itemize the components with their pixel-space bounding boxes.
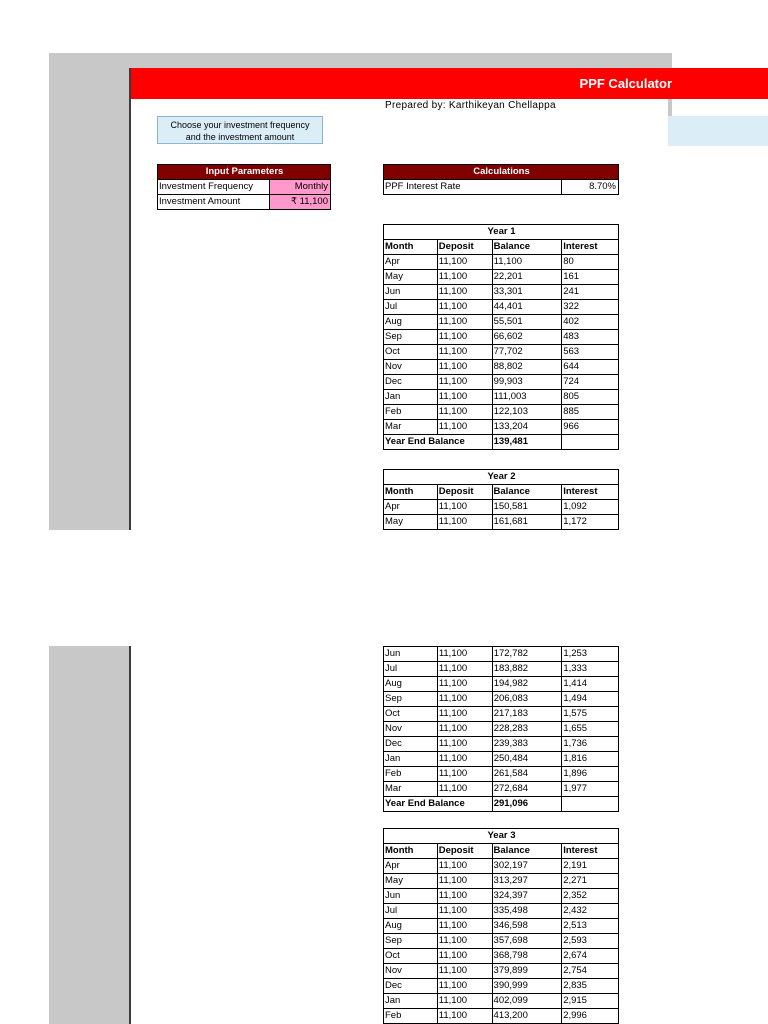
col-balance: Balance xyxy=(492,240,562,255)
table-row xyxy=(384,919,619,934)
table-row xyxy=(384,1009,619,1024)
month-cell: Aug xyxy=(384,315,438,330)
balance-cell: 250,484 xyxy=(492,752,562,767)
deposit-cell: 11,100 xyxy=(437,859,492,874)
balance-cell: 172,782 xyxy=(492,647,562,662)
year-end-balance: 291,096 xyxy=(492,797,562,812)
deposit-cell: 11,100 xyxy=(437,360,492,375)
interest-cell: 644 xyxy=(562,360,619,375)
month-cell: Apr xyxy=(384,859,438,874)
col-deposit: Deposit xyxy=(437,240,492,255)
interest-cell: 1,736 xyxy=(562,737,619,752)
interest-cell: 2,835 xyxy=(562,979,619,994)
interest-cell: 1,977 xyxy=(562,782,619,797)
table-row xyxy=(384,782,619,797)
deposit-cell: 11,100 xyxy=(437,647,492,662)
month-cell: Jun xyxy=(384,647,438,662)
deposit-cell: 11,100 xyxy=(437,285,492,300)
year-end-label: Year End Balance xyxy=(384,435,493,450)
table-row xyxy=(384,767,619,782)
table-row xyxy=(384,859,619,874)
interest-cell: 2,432 xyxy=(562,904,619,919)
balance-cell: 346,598 xyxy=(492,919,562,934)
table-row xyxy=(384,964,619,979)
balance-cell: 88,802 xyxy=(492,360,562,375)
col-month: Month xyxy=(384,485,438,500)
balance-cell: 324,397 xyxy=(492,889,562,904)
deposit-cell: 11,100 xyxy=(437,515,492,530)
balance-cell: 261,584 xyxy=(492,767,562,782)
table-row xyxy=(384,979,619,994)
calculations-table xyxy=(383,164,619,195)
balance-cell: 66,602 xyxy=(492,330,562,345)
col-balance: Balance xyxy=(492,485,562,500)
deposit-cell: 11,100 xyxy=(437,692,492,707)
month-cell: May xyxy=(384,270,438,285)
deposit-cell: 11,100 xyxy=(437,722,492,737)
table-row xyxy=(384,692,619,707)
frequency-label: Investment Frequency xyxy=(158,180,270,195)
deposit-cell: 11,100 xyxy=(437,330,492,345)
deposit-cell: 11,100 xyxy=(437,677,492,692)
table-row xyxy=(384,255,619,270)
table-row xyxy=(384,330,619,345)
balance-cell: 161,681 xyxy=(492,515,562,530)
deposit-cell: 11,100 xyxy=(437,375,492,390)
deposit-cell: 11,100 xyxy=(437,994,492,1009)
deposit-cell: 11,100 xyxy=(437,964,492,979)
interest-cell: 1,172 xyxy=(562,515,619,530)
balance-cell: 22,201 xyxy=(492,270,562,285)
table-header-row xyxy=(384,240,619,255)
deposit-cell: 11,100 xyxy=(437,1009,492,1024)
col-balance: Balance xyxy=(492,844,562,859)
side-highlight xyxy=(668,116,768,146)
table-row xyxy=(384,270,619,285)
table-row xyxy=(384,994,619,1009)
month-cell: Apr xyxy=(384,255,438,270)
empty-cell xyxy=(562,797,619,812)
col-month: Month xyxy=(384,240,438,255)
interest-rate-label: PPF Interest Rate xyxy=(384,180,562,195)
month-cell: Jun xyxy=(384,285,438,300)
table-row xyxy=(384,904,619,919)
table-row xyxy=(384,677,619,692)
deposit-cell: 11,100 xyxy=(437,919,492,934)
balance-cell: 239,383 xyxy=(492,737,562,752)
month-cell: Nov xyxy=(384,360,438,375)
month-cell: Dec xyxy=(384,375,438,390)
table-row xyxy=(384,647,619,662)
deposit-cell: 11,100 xyxy=(437,889,492,904)
month-cell: Mar xyxy=(384,420,438,435)
interest-rate-value: 8.70% xyxy=(562,180,619,195)
month-cell: Dec xyxy=(384,979,438,994)
month-cell: Dec xyxy=(384,737,438,752)
balance-cell: 413,200 xyxy=(492,1009,562,1024)
col-month: Month xyxy=(384,844,438,859)
month-cell: Jul xyxy=(384,300,438,315)
deposit-cell: 11,100 xyxy=(437,934,492,949)
table-row xyxy=(384,515,619,530)
deposit-cell: 11,100 xyxy=(437,420,492,435)
balance-cell: 44,401 xyxy=(492,300,562,315)
interest-cell: 402 xyxy=(562,315,619,330)
interest-cell: 322 xyxy=(562,300,619,315)
page-title: PPF Calculator xyxy=(579,76,672,91)
balance-cell: 133,204 xyxy=(492,420,562,435)
amount-value[interactable]: ₹ 11,100 xyxy=(270,195,331,210)
deposit-cell: 11,100 xyxy=(437,979,492,994)
col-interest: Interest xyxy=(562,485,619,500)
interest-cell: 966 xyxy=(562,420,619,435)
balance-cell: 183,882 xyxy=(492,662,562,677)
table-row xyxy=(384,737,619,752)
instruction-line-1: Choose your investment frequency xyxy=(170,120,310,130)
balance-cell: 228,283 xyxy=(492,722,562,737)
interest-cell: 2,593 xyxy=(562,934,619,949)
interest-cell: 1,655 xyxy=(562,722,619,737)
year-end-balance: 139,481 xyxy=(492,435,562,450)
table-row xyxy=(384,285,619,300)
interest-cell: 563 xyxy=(562,345,619,360)
table-row xyxy=(384,874,619,889)
month-cell: Feb xyxy=(384,767,438,782)
balance-cell: 206,083 xyxy=(492,692,562,707)
col-deposit: Deposit xyxy=(437,485,492,500)
year-end-label: Year End Balance xyxy=(384,797,493,812)
input-parameters-header: Input Parameters xyxy=(158,165,331,180)
month-cell: Mar xyxy=(384,782,438,797)
calculations-header: Calculations xyxy=(384,165,619,180)
frequency-value[interactable]: Monthly xyxy=(270,180,331,195)
month-cell: Apr xyxy=(384,500,438,515)
balance-cell: 272,684 xyxy=(492,782,562,797)
table-row xyxy=(384,315,619,330)
interest-cell: 1,816 xyxy=(562,752,619,767)
year-3-table xyxy=(383,828,619,1024)
balance-cell: 368,798 xyxy=(492,949,562,964)
month-cell: May xyxy=(384,874,438,889)
table-header-row xyxy=(384,485,619,500)
balance-cell: 33,301 xyxy=(492,285,562,300)
prepared-by: Prepared by: Karthikeyan Chellappa xyxy=(385,100,556,111)
year-2-table-part-1 xyxy=(383,469,619,530)
table-row xyxy=(384,375,619,390)
interest-cell: 2,191 xyxy=(562,859,619,874)
balance-cell: 402,099 xyxy=(492,994,562,1009)
interest-cell: 2,271 xyxy=(562,874,619,889)
col-deposit: Deposit xyxy=(437,844,492,859)
sheet-margin-top-1 xyxy=(49,53,672,68)
deposit-cell: 11,100 xyxy=(437,767,492,782)
deposit-cell: 11,100 xyxy=(437,949,492,964)
table-row xyxy=(384,345,619,360)
month-cell: May xyxy=(384,515,438,530)
year-end-row xyxy=(384,797,619,812)
month-cell: Jan xyxy=(384,390,438,405)
month-cell: Oct xyxy=(384,707,438,722)
deposit-cell: 11,100 xyxy=(437,874,492,889)
table-row xyxy=(384,707,619,722)
deposit-cell: 11,100 xyxy=(437,255,492,270)
month-cell: Jul xyxy=(384,904,438,919)
balance-cell: 111,003 xyxy=(492,390,562,405)
empty-cell xyxy=(562,435,619,450)
balance-cell: 122,103 xyxy=(492,405,562,420)
table-row xyxy=(384,949,619,964)
month-cell: Oct xyxy=(384,949,438,964)
balance-cell: 302,197 xyxy=(492,859,562,874)
sheet-margin-left-2 xyxy=(49,646,129,1024)
interest-cell: 2,674 xyxy=(562,949,619,964)
interest-cell: 2,513 xyxy=(562,919,619,934)
month-cell: Aug xyxy=(384,677,438,692)
month-cell: Nov xyxy=(384,722,438,737)
month-cell: Jan xyxy=(384,994,438,1009)
interest-cell: 1,092 xyxy=(562,500,619,515)
table-row xyxy=(384,889,619,904)
month-cell: Nov xyxy=(384,964,438,979)
deposit-cell: 11,100 xyxy=(437,904,492,919)
deposit-cell: 11,100 xyxy=(437,270,492,285)
deposit-cell: 11,100 xyxy=(437,345,492,360)
month-cell: Aug xyxy=(384,919,438,934)
interest-cell: 483 xyxy=(562,330,619,345)
balance-cell: 335,498 xyxy=(492,904,562,919)
col-interest: Interest xyxy=(562,844,619,859)
balance-cell: 390,999 xyxy=(492,979,562,994)
interest-cell: 805 xyxy=(562,390,619,405)
interest-cell: 1,253 xyxy=(562,647,619,662)
balance-cell: 217,183 xyxy=(492,707,562,722)
month-cell: Jun xyxy=(384,889,438,904)
balance-cell: 55,501 xyxy=(492,315,562,330)
deposit-cell: 11,100 xyxy=(437,390,492,405)
balance-cell: 150,581 xyxy=(492,500,562,515)
instruction-box xyxy=(157,116,323,144)
input-parameters-table xyxy=(157,164,331,210)
table-row xyxy=(384,420,619,435)
interest-cell: 1,414 xyxy=(562,677,619,692)
interest-cell: 885 xyxy=(562,405,619,420)
month-cell: Oct xyxy=(384,345,438,360)
table-row xyxy=(384,662,619,677)
month-cell: Sep xyxy=(384,330,438,345)
amount-label: Investment Amount xyxy=(158,195,270,210)
interest-cell: 724 xyxy=(562,375,619,390)
deposit-cell: 11,100 xyxy=(437,500,492,515)
balance-cell: 11,100 xyxy=(492,255,562,270)
interest-cell: 241 xyxy=(562,285,619,300)
col-interest: Interest xyxy=(562,240,619,255)
interest-cell: 1,575 xyxy=(562,707,619,722)
month-cell: Feb xyxy=(384,1009,438,1024)
year-1-table xyxy=(383,224,619,450)
balance-cell: 357,698 xyxy=(492,934,562,949)
deposit-cell: 11,100 xyxy=(437,752,492,767)
sheet-margin-left-1 xyxy=(49,53,129,530)
table-row xyxy=(384,752,619,767)
interest-cell: 2,996 xyxy=(562,1009,619,1024)
interest-cell: 2,915 xyxy=(562,994,619,1009)
interest-cell: 1,896 xyxy=(562,767,619,782)
balance-cell: 379,899 xyxy=(492,964,562,979)
balance-cell: 77,702 xyxy=(492,345,562,360)
deposit-cell: 11,100 xyxy=(437,315,492,330)
year-2-table-part-2 xyxy=(383,646,619,812)
interest-cell: 2,352 xyxy=(562,889,619,904)
interest-cell: 1,494 xyxy=(562,692,619,707)
table-row xyxy=(384,300,619,315)
table-row xyxy=(384,934,619,949)
month-cell: Jan xyxy=(384,752,438,767)
deposit-cell: 11,100 xyxy=(437,405,492,420)
year-end-row xyxy=(384,435,619,450)
sheet-border-1 xyxy=(129,68,131,530)
table-row xyxy=(384,405,619,420)
interest-cell: 1,333 xyxy=(562,662,619,677)
sheet-border-2 xyxy=(129,646,131,1024)
deposit-cell: 11,100 xyxy=(437,300,492,315)
deposit-cell: 11,100 xyxy=(437,662,492,677)
deposit-cell: 11,100 xyxy=(437,707,492,722)
interest-cell: 2,754 xyxy=(562,964,619,979)
interest-cell: 161 xyxy=(562,270,619,285)
month-cell: Sep xyxy=(384,692,438,707)
month-cell: Feb xyxy=(384,405,438,420)
instruction-line-2: and the investment amount xyxy=(185,132,295,142)
balance-cell: 99,903 xyxy=(492,375,562,390)
table-header-row xyxy=(384,844,619,859)
month-cell: Jul xyxy=(384,662,438,677)
month-cell: Sep xyxy=(384,934,438,949)
table-row xyxy=(384,360,619,375)
interest-cell: 80 xyxy=(562,255,619,270)
deposit-cell: 11,100 xyxy=(437,737,492,752)
table-row xyxy=(384,500,619,515)
table-row xyxy=(384,722,619,737)
year-1-title: Year 1 xyxy=(384,225,619,240)
table-row xyxy=(384,390,619,405)
balance-cell: 313,297 xyxy=(492,874,562,889)
deposit-cell: 11,100 xyxy=(437,782,492,797)
title-bar xyxy=(131,68,768,99)
year-2-title: Year 2 xyxy=(384,470,619,485)
balance-cell: 194,982 xyxy=(492,677,562,692)
year-3-title: Year 3 xyxy=(384,829,619,844)
